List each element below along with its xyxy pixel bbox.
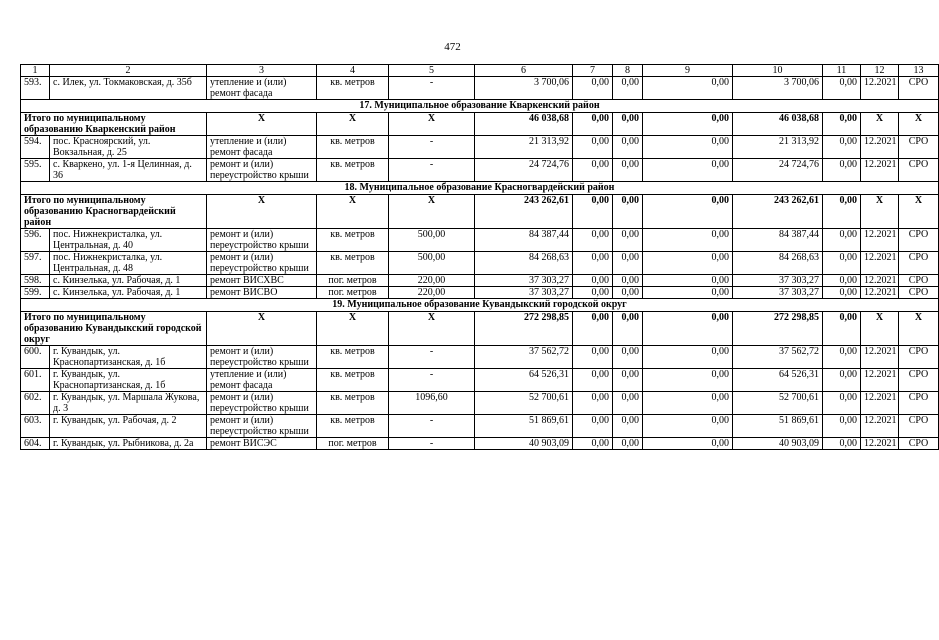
cell-col9: 0,00 — [643, 229, 733, 252]
column-number: 12 — [861, 65, 899, 77]
page-number: 472 — [444, 41, 461, 53]
cell-total-cost: 243 262,61 — [475, 195, 573, 229]
cell-col13: СРО — [899, 392, 939, 415]
cell-col13: СРО — [899, 275, 939, 287]
cell-total-cost: 46 038,68 — [475, 113, 573, 136]
cell-col10: 37 562,72 — [733, 346, 823, 369]
cell-col8: 0,00 — [613, 136, 643, 159]
cell-col8: 0,00 — [613, 113, 643, 136]
cell-col7: 0,00 — [573, 392, 613, 415]
cell-col8: 0,00 — [613, 369, 643, 392]
cell-col12: 12.2021 — [861, 346, 899, 369]
cell-col11: 0,00 — [823, 195, 861, 229]
cell-col11: 0,00 — [823, 77, 861, 100]
cell-quantity: - — [389, 438, 475, 450]
cell-col7: 0,00 — [573, 159, 613, 182]
cell-total-cost: 21 313,92 — [475, 136, 573, 159]
cell-col10: 46 038,68 — [733, 113, 823, 136]
cell-address: г. Кувандык, ул. Рабочая, д. 2 — [50, 415, 207, 438]
total-row — [21, 113, 939, 136]
table-row — [21, 229, 939, 252]
cell-row-number: 595. — [21, 159, 50, 182]
cell-unit: X — [317, 113, 389, 136]
cell-quantity: 500,00 — [389, 229, 475, 252]
column-number: 10 — [733, 65, 823, 77]
table-row — [21, 287, 939, 299]
cell-unit: пог. метров — [317, 287, 389, 299]
cell-unit: кв. метров — [317, 159, 389, 182]
cell-col11: 0,00 — [823, 113, 861, 136]
cell-row-number: 593. — [21, 77, 50, 100]
cell-col13: СРО — [899, 415, 939, 438]
cell-col9: 0,00 — [643, 438, 733, 450]
column-number: 8 — [613, 65, 643, 77]
cell-unit: кв. метров — [317, 392, 389, 415]
cell-col11: 0,00 — [823, 392, 861, 415]
cell-col12: X — [861, 312, 899, 346]
cell-col7: 0,00 — [573, 346, 613, 369]
cell-quantity: - — [389, 77, 475, 100]
cell-quantity: 220,00 — [389, 287, 475, 299]
cell-col10: 40 903,09 — [733, 438, 823, 450]
column-number: 6 — [475, 65, 573, 77]
cell-total-cost: 37 303,27 — [475, 287, 573, 299]
cell-col9: 0,00 — [643, 195, 733, 229]
cell-col7: 0,00 — [573, 312, 613, 346]
cell-work: ремонт и (или) переустройство крыши — [207, 392, 317, 415]
cell-col12: 12.2021 — [861, 159, 899, 182]
cell-col10: 272 298,85 — [733, 312, 823, 346]
cell-unit: кв. метров — [317, 252, 389, 275]
total-label: Итого по муниципальному образованию Кувандыкский городской округ — [21, 312, 207, 346]
table-row — [21, 159, 939, 182]
column-number: 5 — [389, 65, 475, 77]
cell-col9: 0,00 — [643, 113, 733, 136]
cell-total-cost: 40 903,09 — [475, 438, 573, 450]
cell-col8: 0,00 — [613, 252, 643, 275]
cell-row-number: 598. — [21, 275, 50, 287]
cell-col7: 0,00 — [573, 438, 613, 450]
cell-col12: 12.2021 — [861, 392, 899, 415]
cell-address: с. Кваркено, ул. 1-я Целинная, д. 36 — [50, 159, 207, 182]
cell-col13: СРО — [899, 159, 939, 182]
table-row — [21, 346, 939, 369]
cell-unit: пог. метров — [317, 438, 389, 450]
cell-total-cost: 37 562,72 — [475, 346, 573, 369]
cell-col12: 12.2021 — [861, 287, 899, 299]
cell-col7: 0,00 — [573, 113, 613, 136]
section-title: 18. Муниципальное образование Красногвардейский район — [21, 182, 939, 195]
cell-unit: кв. метров — [317, 136, 389, 159]
table-row — [21, 369, 939, 392]
cell-total-cost: 24 724,76 — [475, 159, 573, 182]
cell-col7: 0,00 — [573, 415, 613, 438]
cell-row-number: 604. — [21, 438, 50, 450]
cell-work: утепление и (или) ремонт фасада — [207, 369, 317, 392]
cell-col11: 0,00 — [823, 229, 861, 252]
cell-work: ремонт ВИСХВС — [207, 275, 317, 287]
table-row — [21, 77, 939, 100]
cell-col8: 0,00 — [613, 415, 643, 438]
cell-col9: 0,00 — [643, 415, 733, 438]
cell-total-cost: 3 700,06 — [475, 77, 573, 100]
cell-col9: 0,00 — [643, 136, 733, 159]
cell-col11: 0,00 — [823, 136, 861, 159]
cell-col11: 0,00 — [823, 275, 861, 287]
cell-address: г. Кувандык, ул. Рыбникова, д. 2а — [50, 438, 207, 450]
cell-address: с. Илек, ул. Токмаковская, д. 35б — [50, 77, 207, 100]
cell-unit: кв. метров — [317, 77, 389, 100]
cell-col13: X — [899, 312, 939, 346]
cell-col11: 0,00 — [823, 287, 861, 299]
cell-col10: 51 869,61 — [733, 415, 823, 438]
column-number: 13 — [899, 65, 939, 77]
cell-unit: кв. метров — [317, 229, 389, 252]
cell-total-cost: 64 526,31 — [475, 369, 573, 392]
column-number: 7 — [573, 65, 613, 77]
cell-col10: 52 700,61 — [733, 392, 823, 415]
cell-work: X — [207, 312, 317, 346]
column-number: 3 — [207, 65, 317, 77]
cell-col8: 0,00 — [613, 275, 643, 287]
cell-col8: 0,00 — [613, 195, 643, 229]
cell-quantity: - — [389, 346, 475, 369]
cell-col13: X — [899, 195, 939, 229]
cell-col13: СРО — [899, 438, 939, 450]
cell-unit: кв. метров — [317, 415, 389, 438]
cell-row-number: 599. — [21, 287, 50, 299]
cell-work: ремонт и (или) переустройство крыши — [207, 229, 317, 252]
cell-quantity: X — [389, 312, 475, 346]
cell-quantity: - — [389, 159, 475, 182]
cell-col9: 0,00 — [643, 77, 733, 100]
cell-total-cost: 52 700,61 — [475, 392, 573, 415]
cell-address: пос. Красноярский, ул. Вокзальная, д. 25 — [50, 136, 207, 159]
table-row — [21, 415, 939, 438]
column-number-row — [21, 65, 939, 77]
cell-address: г. Кувандык, ул. Краснопартизанская, д. 1б — [50, 346, 207, 369]
cell-unit: кв. метров — [317, 346, 389, 369]
cell-col7: 0,00 — [573, 369, 613, 392]
cell-work: ремонт ВИСЭС — [207, 438, 317, 450]
cell-col7: 0,00 — [573, 252, 613, 275]
cell-col12: 12.2021 — [861, 275, 899, 287]
cell-col13: СРО — [899, 346, 939, 369]
cell-col8: 0,00 — [613, 77, 643, 100]
cell-col8: 0,00 — [613, 312, 643, 346]
cell-col10: 84 268,63 — [733, 252, 823, 275]
cell-col12: 12.2021 — [861, 415, 899, 438]
cell-work: ремонт и (или) переустройство крыши — [207, 346, 317, 369]
cell-col7: 0,00 — [573, 287, 613, 299]
cell-col11: 0,00 — [823, 252, 861, 275]
cell-work: ремонт и (или) переустройство крыши — [207, 252, 317, 275]
cell-row-number: 603. — [21, 415, 50, 438]
cell-col11: 0,00 — [823, 159, 861, 182]
cell-col13: СРО — [899, 229, 939, 252]
cell-quantity: X — [389, 195, 475, 229]
cell-quantity: - — [389, 369, 475, 392]
cell-row-number: 597. — [21, 252, 50, 275]
section-title: 19. Муниципальное образование Кувандыкский городской округ — [21, 299, 939, 312]
cell-col12: X — [861, 195, 899, 229]
cell-col11: 0,00 — [823, 415, 861, 438]
cell-work: утепление и (или) ремонт фасада — [207, 136, 317, 159]
cell-col13: СРО — [899, 136, 939, 159]
cell-col12: 12.2021 — [861, 369, 899, 392]
section-title: 17. Муниципальное образование Кваркенский район — [21, 100, 939, 113]
total-label: Итого по муниципальному образованию Кваркенский район — [21, 113, 207, 136]
cell-col11: 0,00 — [823, 312, 861, 346]
cell-col8: 0,00 — [613, 346, 643, 369]
cell-col9: 0,00 — [643, 159, 733, 182]
cell-quantity: 220,00 — [389, 275, 475, 287]
cell-quantity: X — [389, 113, 475, 136]
cell-work: ремонт ВИСВО — [207, 287, 317, 299]
cell-col8: 0,00 — [613, 392, 643, 415]
section-header-row — [21, 100, 939, 113]
cell-col10: 37 303,27 — [733, 287, 823, 299]
cell-total-cost: 272 298,85 — [475, 312, 573, 346]
cell-col8: 0,00 — [613, 159, 643, 182]
cell-quantity: 1096,60 — [389, 392, 475, 415]
cell-col13: X — [899, 113, 939, 136]
cell-col9: 0,00 — [643, 312, 733, 346]
column-number: 9 — [643, 65, 733, 77]
table-row — [21, 136, 939, 159]
cell-row-number: 601. — [21, 369, 50, 392]
cell-col11: 0,00 — [823, 369, 861, 392]
cell-col13: СРО — [899, 77, 939, 100]
cell-col7: 0,00 — [573, 77, 613, 100]
cell-total-cost: 84 387,44 — [475, 229, 573, 252]
cell-total-cost: 37 303,27 — [475, 275, 573, 287]
total-row — [21, 312, 939, 346]
cell-col12: 12.2021 — [861, 229, 899, 252]
cell-col7: 0,00 — [573, 195, 613, 229]
cell-quantity: 500,00 — [389, 252, 475, 275]
cell-unit: X — [317, 312, 389, 346]
cell-work: X — [207, 195, 317, 229]
cell-col13: СРО — [899, 369, 939, 392]
cell-col12: 12.2021 — [861, 438, 899, 450]
cell-col9: 0,00 — [643, 369, 733, 392]
cell-address: г. Кувандык, ул. Краснопартизанская, д. 1б — [50, 369, 207, 392]
cell-col10: 3 700,06 — [733, 77, 823, 100]
cell-col10: 21 313,92 — [733, 136, 823, 159]
cell-row-number: 596. — [21, 229, 50, 252]
cell-quantity: - — [389, 136, 475, 159]
cell-unit: кв. метров — [317, 369, 389, 392]
column-number: 11 — [823, 65, 861, 77]
cell-col12: 12.2021 — [861, 136, 899, 159]
cell-unit: пог. метров — [317, 275, 389, 287]
cell-col10: 37 303,27 — [733, 275, 823, 287]
cell-col12: 12.2021 — [861, 77, 899, 100]
repair-register-table — [20, 64, 939, 450]
cell-row-number: 594. — [21, 136, 50, 159]
cell-row-number: 600. — [21, 346, 50, 369]
cell-work: X — [207, 113, 317, 136]
cell-col8: 0,00 — [613, 229, 643, 252]
cell-col7: 0,00 — [573, 229, 613, 252]
cell-row-number: 602. — [21, 392, 50, 415]
cell-col7: 0,00 — [573, 136, 613, 159]
cell-work: утепление и (или) ремонт фасада — [207, 77, 317, 100]
section-header-row — [21, 182, 939, 195]
cell-address: г. Кувандык, ул. Маршала Жукова, д. 3 — [50, 392, 207, 415]
cell-work: ремонт и (или) переустройство крыши — [207, 415, 317, 438]
cell-col10: 24 724,76 — [733, 159, 823, 182]
cell-col13: СРО — [899, 287, 939, 299]
table-row — [21, 392, 939, 415]
table-row — [21, 275, 939, 287]
total-row — [21, 195, 939, 229]
cell-col9: 0,00 — [643, 252, 733, 275]
cell-address: с. Кинзелька, ул. Рабочая, д. 1 — [50, 287, 207, 299]
table-row — [21, 252, 939, 275]
cell-col7: 0,00 — [573, 275, 613, 287]
column-number: 4 — [317, 65, 389, 77]
cell-col8: 0,00 — [613, 287, 643, 299]
cell-total-cost: 51 869,61 — [475, 415, 573, 438]
cell-quantity: - — [389, 415, 475, 438]
cell-address: пос. Нижнекристалка, ул. Центральная, д. 40 — [50, 229, 207, 252]
cell-col12: X — [861, 113, 899, 136]
cell-col10: 64 526,31 — [733, 369, 823, 392]
cell-col8: 0,00 — [613, 438, 643, 450]
cell-col9: 0,00 — [643, 346, 733, 369]
cell-col9: 0,00 — [643, 287, 733, 299]
cell-col9: 0,00 — [643, 392, 733, 415]
column-number: 1 — [21, 65, 50, 77]
cell-col10: 84 387,44 — [733, 229, 823, 252]
column-number: 2 — [50, 65, 207, 77]
cell-col11: 0,00 — [823, 438, 861, 450]
cell-col9: 0,00 — [643, 275, 733, 287]
cell-unit: X — [317, 195, 389, 229]
cell-address: с. Кинзелька, ул. Рабочая, д. 1 — [50, 275, 207, 287]
cell-col10: 243 262,61 — [733, 195, 823, 229]
total-label: Итого по муниципальному образованию Красногвардейский район — [21, 195, 207, 229]
cell-col11: 0,00 — [823, 346, 861, 369]
cell-total-cost: 84 268,63 — [475, 252, 573, 275]
cell-address: пос. Нижнекристалка, ул. Центральная, д. 48 — [50, 252, 207, 275]
cell-col13: СРО — [899, 252, 939, 275]
cell-work: ремонт и (или) переустройство крыши — [207, 159, 317, 182]
section-header-row — [21, 299, 939, 312]
cell-col12: 12.2021 — [861, 252, 899, 275]
table-row — [21, 438, 939, 450]
